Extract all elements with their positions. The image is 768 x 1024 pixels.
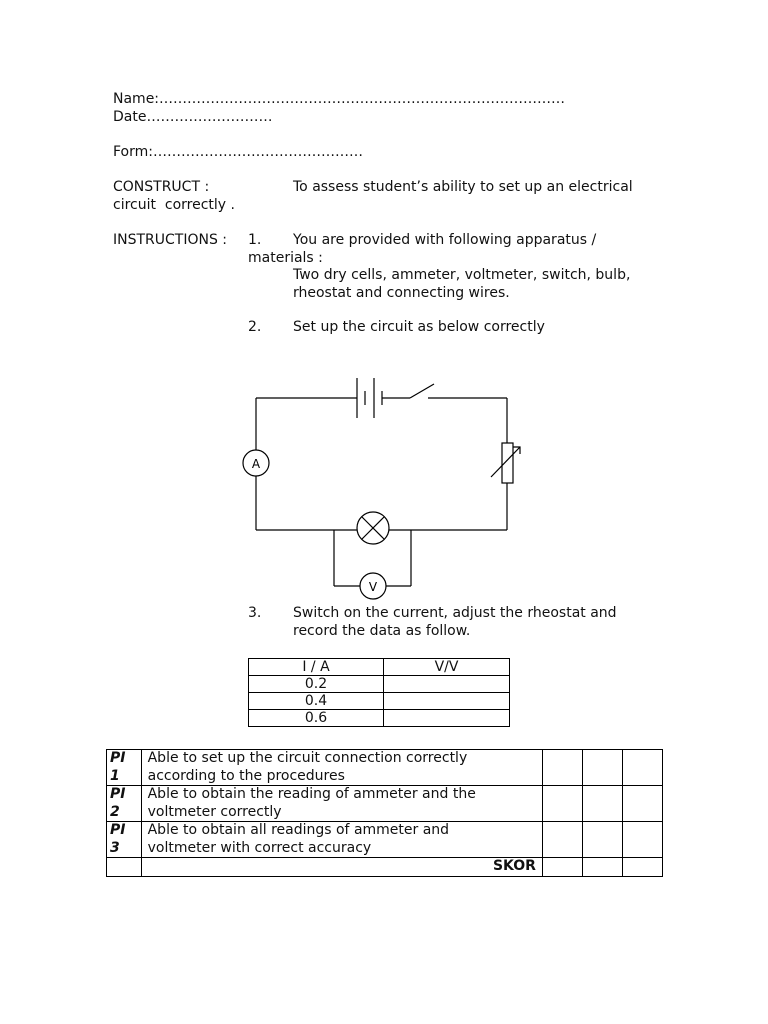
rubric-desc-cont: according to the procedures	[147, 767, 345, 784]
instruction-1-line4: rheostat and connecting wires.	[293, 285, 510, 301]
score-box	[582, 786, 622, 822]
rubric-row	[107, 750, 663, 786]
current-cell: 0.6	[249, 710, 384, 727]
voltmeter-label: V	[368, 580, 378, 594]
score-box	[622, 750, 662, 786]
table-header-row	[249, 659, 510, 676]
score-row	[107, 858, 663, 877]
score-box	[622, 822, 662, 858]
table-row	[249, 676, 510, 693]
empty-cell	[107, 858, 142, 877]
pi-number: 2	[110, 803, 120, 820]
name-field: Name:……………………………………………………………………………	[113, 91, 566, 107]
score-box	[542, 858, 582, 877]
rubric-desc-cont: voltmeter correctly	[147, 803, 282, 820]
score-box	[582, 822, 622, 858]
form-field: Form:………………………………………	[113, 144, 363, 160]
switch-icon	[410, 384, 434, 398]
current-cell: 0.2	[249, 676, 384, 693]
header-current: I / A	[249, 659, 384, 676]
rubric-desc: Able to set up the circuit connection correctly	[147, 750, 468, 766]
rubric-table	[106, 749, 663, 877]
table-row	[249, 710, 510, 727]
pi-number: 3	[110, 839, 120, 856]
rubric-desc: Able to obtain the reading of ammeter and the	[147, 786, 476, 802]
dry-cells-icon	[357, 378, 382, 418]
instruction-1-line2: materials :	[248, 250, 323, 266]
voltage-cell	[384, 710, 510, 727]
voltage-cell	[384, 693, 510, 710]
score-box	[582, 750, 622, 786]
rubric-row	[107, 822, 663, 858]
instruction-1-line3: Two dry cells, ammeter, voltmeter, switch, bulb,	[293, 267, 631, 283]
instruction-3-number: 3.	[248, 605, 262, 621]
circuit-diagram	[230, 365, 530, 605]
score-box	[542, 786, 582, 822]
pi-label: PI	[110, 750, 126, 766]
construct-text-cont: circuit correctly .	[113, 197, 235, 213]
instruction-2-number: 2.	[248, 319, 262, 335]
instruction-3-line1: Switch on the current, adjust the rheostat and	[293, 605, 617, 621]
construct-label: CONSTRUCT :	[113, 179, 210, 195]
score-box	[622, 858, 662, 877]
instruction-3-line2: record the data as follow.	[293, 623, 471, 639]
rubric-row	[107, 786, 663, 822]
data-table	[248, 658, 510, 727]
instruction-1-line1: You are provided with following apparatus /	[293, 232, 597, 248]
ammeter-label: A	[251, 457, 261, 471]
instruction-1-number: 1.	[248, 232, 262, 248]
instruction-2-text: Set up the circuit as below correctly	[293, 319, 545, 335]
construct-text: To assess student’s ability to set up an electrical	[293, 179, 633, 195]
score-label: SKOR	[141, 858, 542, 877]
score-box	[582, 858, 622, 877]
rheostat-icon	[502, 443, 513, 483]
current-cell: 0.4	[249, 693, 384, 710]
score-box	[542, 750, 582, 786]
pi-number: 1	[110, 767, 120, 784]
bulb-icon	[357, 512, 389, 544]
table-row	[249, 693, 510, 710]
instructions-label: INSTRUCTIONS :	[113, 232, 228, 248]
rheostat-arrow	[491, 447, 520, 477]
rubric-desc: Able to obtain all readings of ammeter and	[147, 822, 450, 838]
rubric-desc-cont: voltmeter with correct accuracy	[147, 839, 372, 856]
score-box	[542, 822, 582, 858]
header-voltage: V/V	[384, 659, 510, 676]
date-field: Date………………………	[113, 109, 273, 125]
voltage-cell	[384, 676, 510, 693]
pi-label: PI	[110, 786, 126, 802]
score-box	[622, 786, 662, 822]
pi-label: PI	[110, 822, 126, 838]
